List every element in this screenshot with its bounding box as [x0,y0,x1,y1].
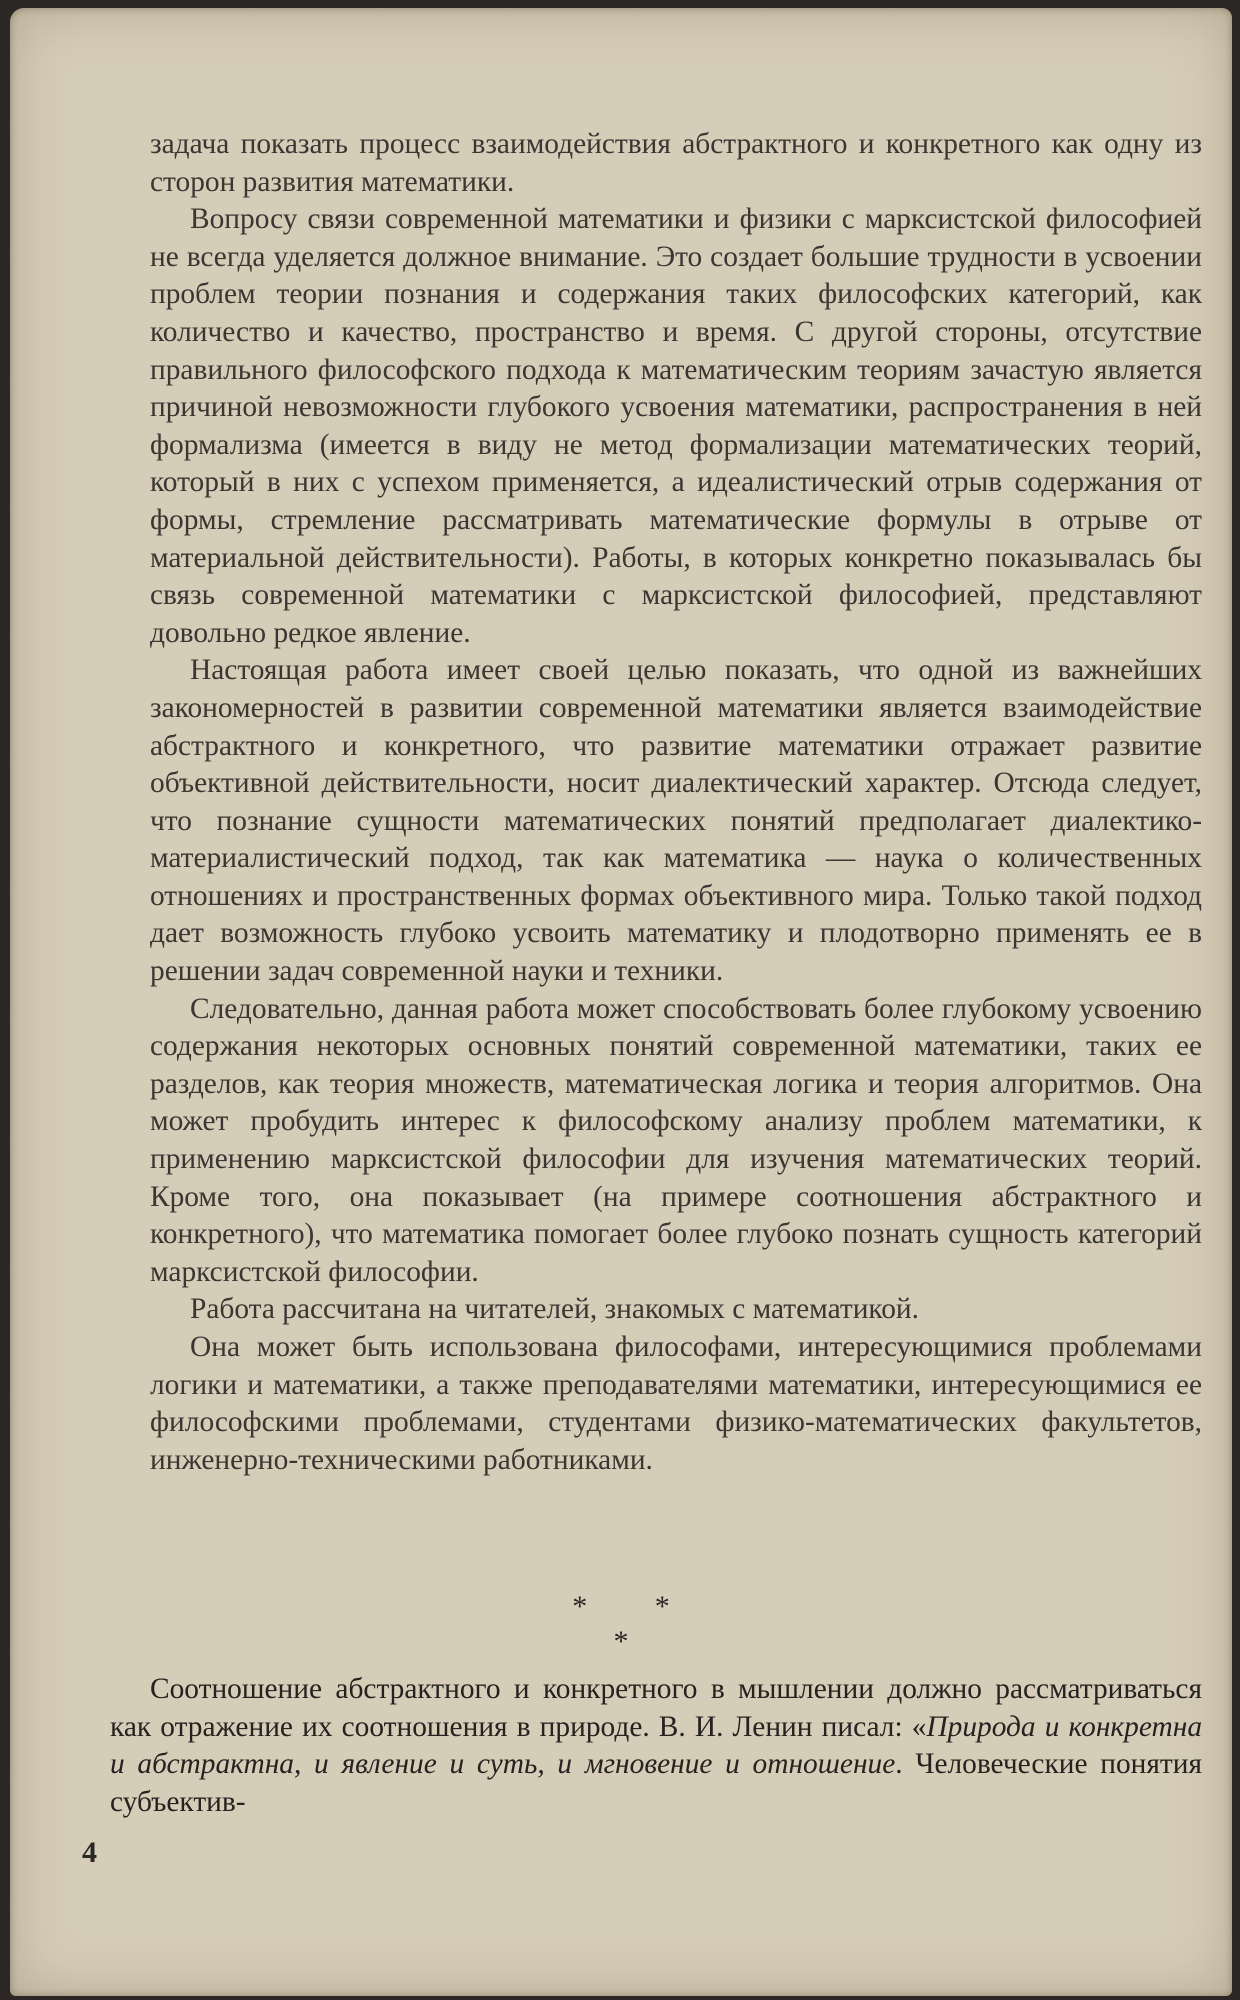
lenin-quote: Природа и конкретна и абстрактна, и явление и суть, и мгновение и отношение [110,1710,1203,1781]
body-text [150,126,1202,1479]
paragraph-2: Вопросу связи современной математики и физики с марксистской философией не всегда уделяется должное внимание. Это создает большие трудности в усвоении проблем теории познания и содержания таких философских категорий, как количество и качество, пространство и время. С другой стороны, отсутствие правильного философского подхода к математическим теориям зачастую является причиной невозможности глубокого усвоения математики, распространения в ней формализма (имеется в виду не метод формализации математических теорий, который в них с успехом применяется, а идеалистический отрыв содержания от формы, стремление рассматривать математические формулы в отрыве от материальной действительности). Работы, в которых конкретно показывалась бы связь современной математики с марксистской философией, представляют довольно редкое явление. [150,203,1202,649]
paragraph-3: Настоящая работа имеет своей целью показать, что одной из важнейших закономерностей в развитии современной математики является взаимодействие абстрактного и конкретного, что развитие математики отражает развитие объективной действительности, носит диалектический характер. Отсюда следует, что познание сущности математических понятий предполагает диалектико-материалистический подход, так как математика — наука о количественных отношениях и пространственных формах объективного мира. Только такой подход дает возможность глубоко усвоить математику и плодотворно применять ее в решении задач современной науки и техники. [150,654,1202,988]
paragraph-7-intro: Соотношение абстрактного и конкретного в мышлении должно рассматриваться как отражение их соотношения в природе. В. И. Ленин писал: « [110,1673,1202,1743]
paragraph-4: Следовательно, данная работа может способствовать более глубокому усвоению содержания некоторых основных понятий современной математики, таких ее разделов, как теория множеств, математическая логика и теория алгоритмов. Она может пробудить интерес к философскому анализу проблем математики, к применению марксистской философии для изучения математических теорий. Кроме того, она показывает (на примере соотношения абстрактного и конкретного), что математика помогает более глубоко познать сущность категорий марксистской философии. [150,992,1202,1288]
section-separator-bottom: * [613,1625,629,1658]
paragraph-6: Она может быть использована философами, интересующимися проблемами логики и математики, а также преподавателями математики, интересующимися ее философскими проблемами, студентами физико-математических факультетов, инженерно-техническими работниками. [150,1331,1202,1476]
paragraph-7-continuation: . Человеческие понятия субъектив- [110,1748,1202,1818]
section-text [110,1671,1202,1821]
paragraph-5: Работа рассчитана на читателей, знакомых с математикой. [190,1293,919,1326]
page-number: 4 [82,1836,97,1869]
section-separator-top: * * [572,1590,700,1623]
paragraph-7 [110,1671,1202,1821]
book-page [10,8,1232,1996]
paragraph-1: задача показать процесс взаимодействия абстрактного и конкретного как одну из сторон развития математики. [150,128,1202,198]
